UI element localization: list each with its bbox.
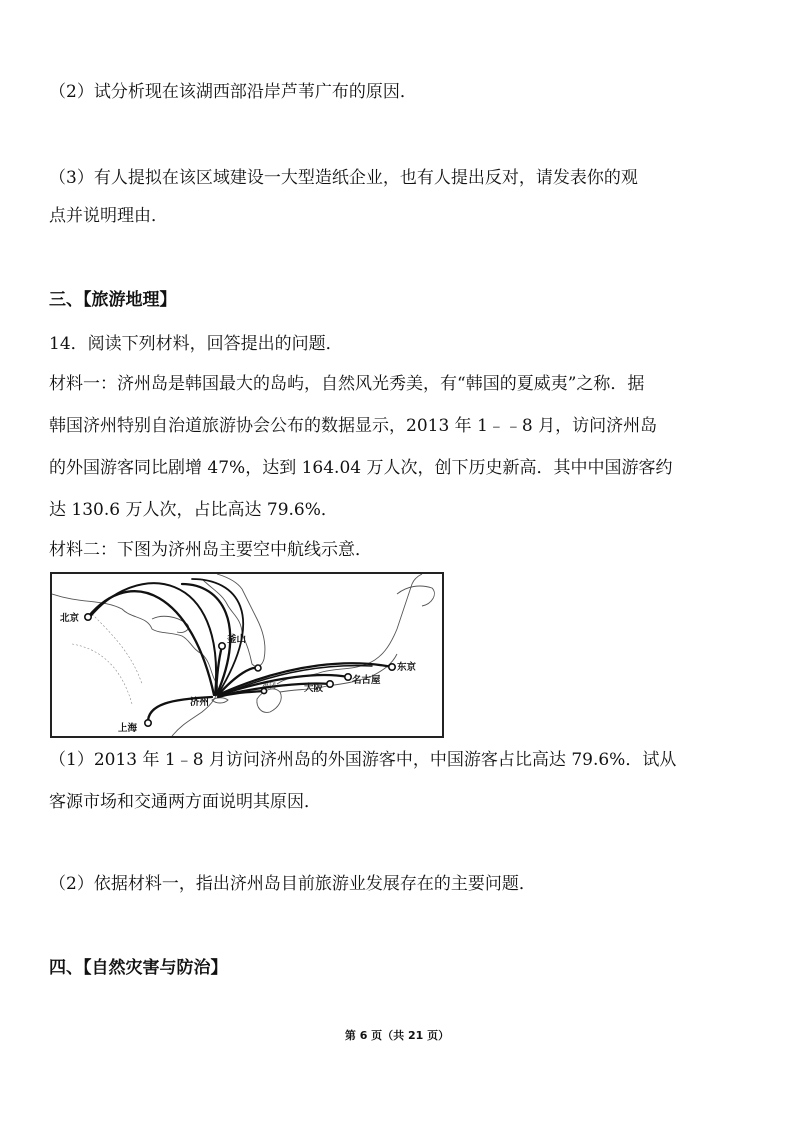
section-4-heading: 四、【自然灾害与防治】	[49, 958, 228, 978]
fukuoka-label: 福冈	[262, 682, 276, 690]
jeju-island	[212, 698, 228, 703]
page-footer: 第 6 页（共 21 页）	[344, 1029, 450, 1042]
busan-marker	[219, 643, 225, 649]
question-14-1-line-1: （1）2013 年 1﹣8 月访问济州岛的外国游客中，中国游客占比高达 79.6%．试从	[49, 750, 677, 770]
hokkaido	[397, 586, 434, 606]
air-route-map-svg	[52, 574, 442, 736]
shanghai-marker	[145, 720, 151, 726]
route-jeju-beijing-2	[89, 583, 216, 695]
nagoya-marker	[345, 674, 351, 680]
tokyo-marker	[389, 664, 395, 670]
material-1-line-4: 达 130.6 万人次，占比高达 79.6%．	[49, 500, 338, 520]
question-14-2: （2）依据材料一，指出济州岛目前旅游业发展存在的主要问题．	[49, 874, 536, 894]
material-1-line-3: 的外国游客同比剧增 47%，达到 164.04 万人次，创下历史新高．其中中国游客约	[49, 458, 673, 478]
material-1-line-2: 韩国济州特别自治道旅游协会公布的数据显示，2013 年 1﹣﹣8 月，访问济州岛	[49, 416, 658, 436]
province-border-2	[72, 644, 132, 704]
province-border-1	[92, 614, 142, 684]
material-1-line-1: 材料一：济州岛是韩国最大的岛屿，自然风光秀美，有“韩国的夏威夷”之称．据	[49, 374, 645, 394]
shanghai-label: 上海	[118, 723, 138, 734]
tokyo-label: 东京	[397, 662, 417, 673]
route-jeju-north-1	[182, 584, 230, 694]
nagoya-label: 名古屋	[352, 675, 381, 686]
air-route-map	[50, 572, 444, 738]
section-3-heading: 三、【旅游地理】	[49, 290, 177, 310]
korea-peninsula	[202, 574, 265, 666]
osaka-label: 大阪	[304, 683, 324, 694]
beijing-marker	[85, 614, 91, 620]
busan-marker-2	[255, 665, 261, 671]
material-2: 材料二：下图为济州岛主要空中航线示意．	[49, 540, 372, 560]
question-13-3-line-2: 点并说明理由．	[49, 206, 168, 226]
osaka-marker	[327, 681, 333, 687]
question-14-stem: 14．阅读下列材料，回答提出的问题．	[49, 334, 343, 354]
question-14-1-line-2: 客源市场和交通两方面说明其原因．	[49, 792, 321, 812]
route-jeju-beijing	[88, 591, 214, 695]
jeju-label: 济州	[190, 697, 210, 708]
busan-label: 釜山	[227, 634, 247, 645]
question-13-3-line-1: （3）有人提拟在该区域建设一大型造纸企业，也有人提出反对，请发表你的观	[49, 168, 638, 188]
beijing-label: 北京	[60, 613, 80, 624]
japan-kyushu	[257, 689, 281, 712]
question-13-2: （2）试分析现在该湖西部沿岸芦苇广布的原因．	[49, 82, 417, 102]
japan-honshu-south	[280, 654, 397, 692]
